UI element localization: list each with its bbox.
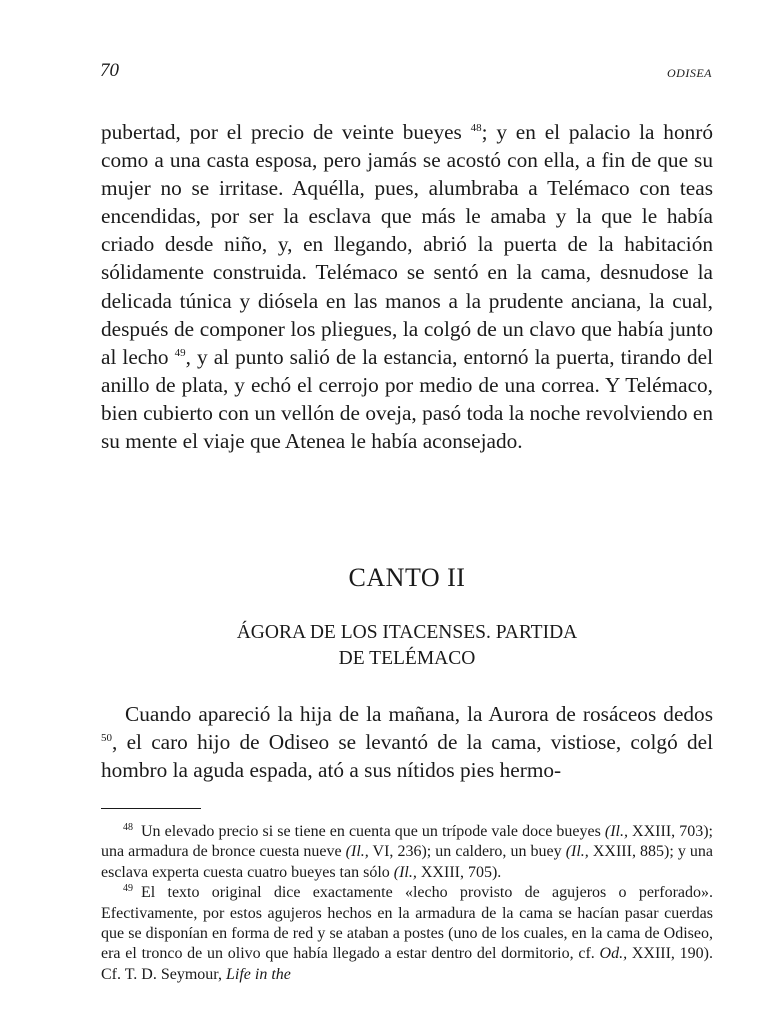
footnote-49 xyxy=(101,883,713,985)
text-run: Un elevado precio si se tiene en cuenta que un trípode vale doce bueyes xyxy=(141,823,605,840)
citation-abbrev: (Il., xyxy=(604,823,628,840)
text-run: XXIII, 190). Cf. T. D. Seymour, xyxy=(101,945,714,983)
running-head xyxy=(100,60,712,84)
text-run: , y al punto salió de la estancia, entornó la puerta, tirando del anillo de plata, y echó el cerrojo por medio de una correa. Y Telémaco, bien cubierto con un vellón de oveja, pasó toda la noche revolviendo en su mente el viaje que Atenea le había aconsejado. xyxy=(101,344,713,454)
footnotes xyxy=(101,822,713,985)
text-run: pubertad, por el precio de veinte bueyes xyxy=(101,120,471,144)
footnote-number: 49 xyxy=(123,882,133,894)
text-run: El texto original dice exactamente «lecho provisto de agujeros o perforado». Efectivamente, por estos agujeros hechos en la armadura de la cama se hacían pasar cuerdas que se disponían en forma de red y se ataban a postes (uno de los cuales, en la cama de Odiseo, era el tronco de un olivo que había llegado a estar dentro del dormitorio, cf. xyxy=(101,884,713,963)
footnote-divider xyxy=(101,808,201,809)
text-run: XXIII, 705). xyxy=(416,863,502,881)
citation-title: Life in the xyxy=(225,965,291,983)
footnote-48 xyxy=(101,822,713,883)
text-run: , el caro hijo de Odiseo se levantó de la cama, vistiose, colgó del hombro la aguda espada, ató a sus nítidos pies hermo- xyxy=(101,730,713,783)
citation-abbrev: (Il., xyxy=(393,863,417,881)
text-run: Cuando apareció la hija de la mañana, la Aurora de rosáceos dedos xyxy=(125,702,713,726)
subtitle-line-1: ÁGORA DE LOS ITACENSES. PARTIDA xyxy=(236,622,578,643)
footnote-ref-49[interactable]: 49 xyxy=(174,346,186,359)
canto-opening-text xyxy=(101,700,713,784)
page-number: 70 xyxy=(100,60,119,81)
text-run: VI, 236); un caldero, un buey xyxy=(368,843,566,861)
canto-subtitle xyxy=(101,620,713,672)
citation-abbrev: (Il., xyxy=(345,843,369,861)
subtitle-line-2: DE TELÉMACO xyxy=(338,648,476,669)
footnote-ref-48[interactable]: 48 xyxy=(470,121,482,134)
paragraph xyxy=(101,700,713,784)
citation-abbrev: (Il., xyxy=(565,843,589,861)
citation-abbrev: Od., xyxy=(599,945,628,963)
chapter-end-text xyxy=(101,118,713,455)
running-title: ODISEA xyxy=(667,66,712,80)
footnote-number: 48 xyxy=(123,821,133,833)
footnote-ref-50[interactable]: 50 xyxy=(101,732,112,744)
canto-title: CANTO II xyxy=(348,563,466,592)
paragraph xyxy=(101,118,713,455)
text-run: ; y en el palacio la honró como a una casta esposa, pero jamás se acostó con ella, a fin de que su mujer no se irritase. Aquélla, pues, alumbraba a Telémaco con teas encendidas, por ser la esclava que más le amaba y la que le había criado desde niño, y, en llegando, abrió la puerta de la habitación sólidamente construida. Telémaco se sentó en la cama, desnudose la delicada túnica y diósela en las manos a la prudente anciana, la cual, después de componer los pliegues, la colgó de un clavo que había junto al lecho xyxy=(101,120,713,369)
text-run: XXIII, 885); y una esclava experta cuesta cuatro bueyes tan sólo xyxy=(101,843,714,881)
text-run: XXIII, 703); una armadura de bronce cuesta nueve xyxy=(101,823,713,861)
